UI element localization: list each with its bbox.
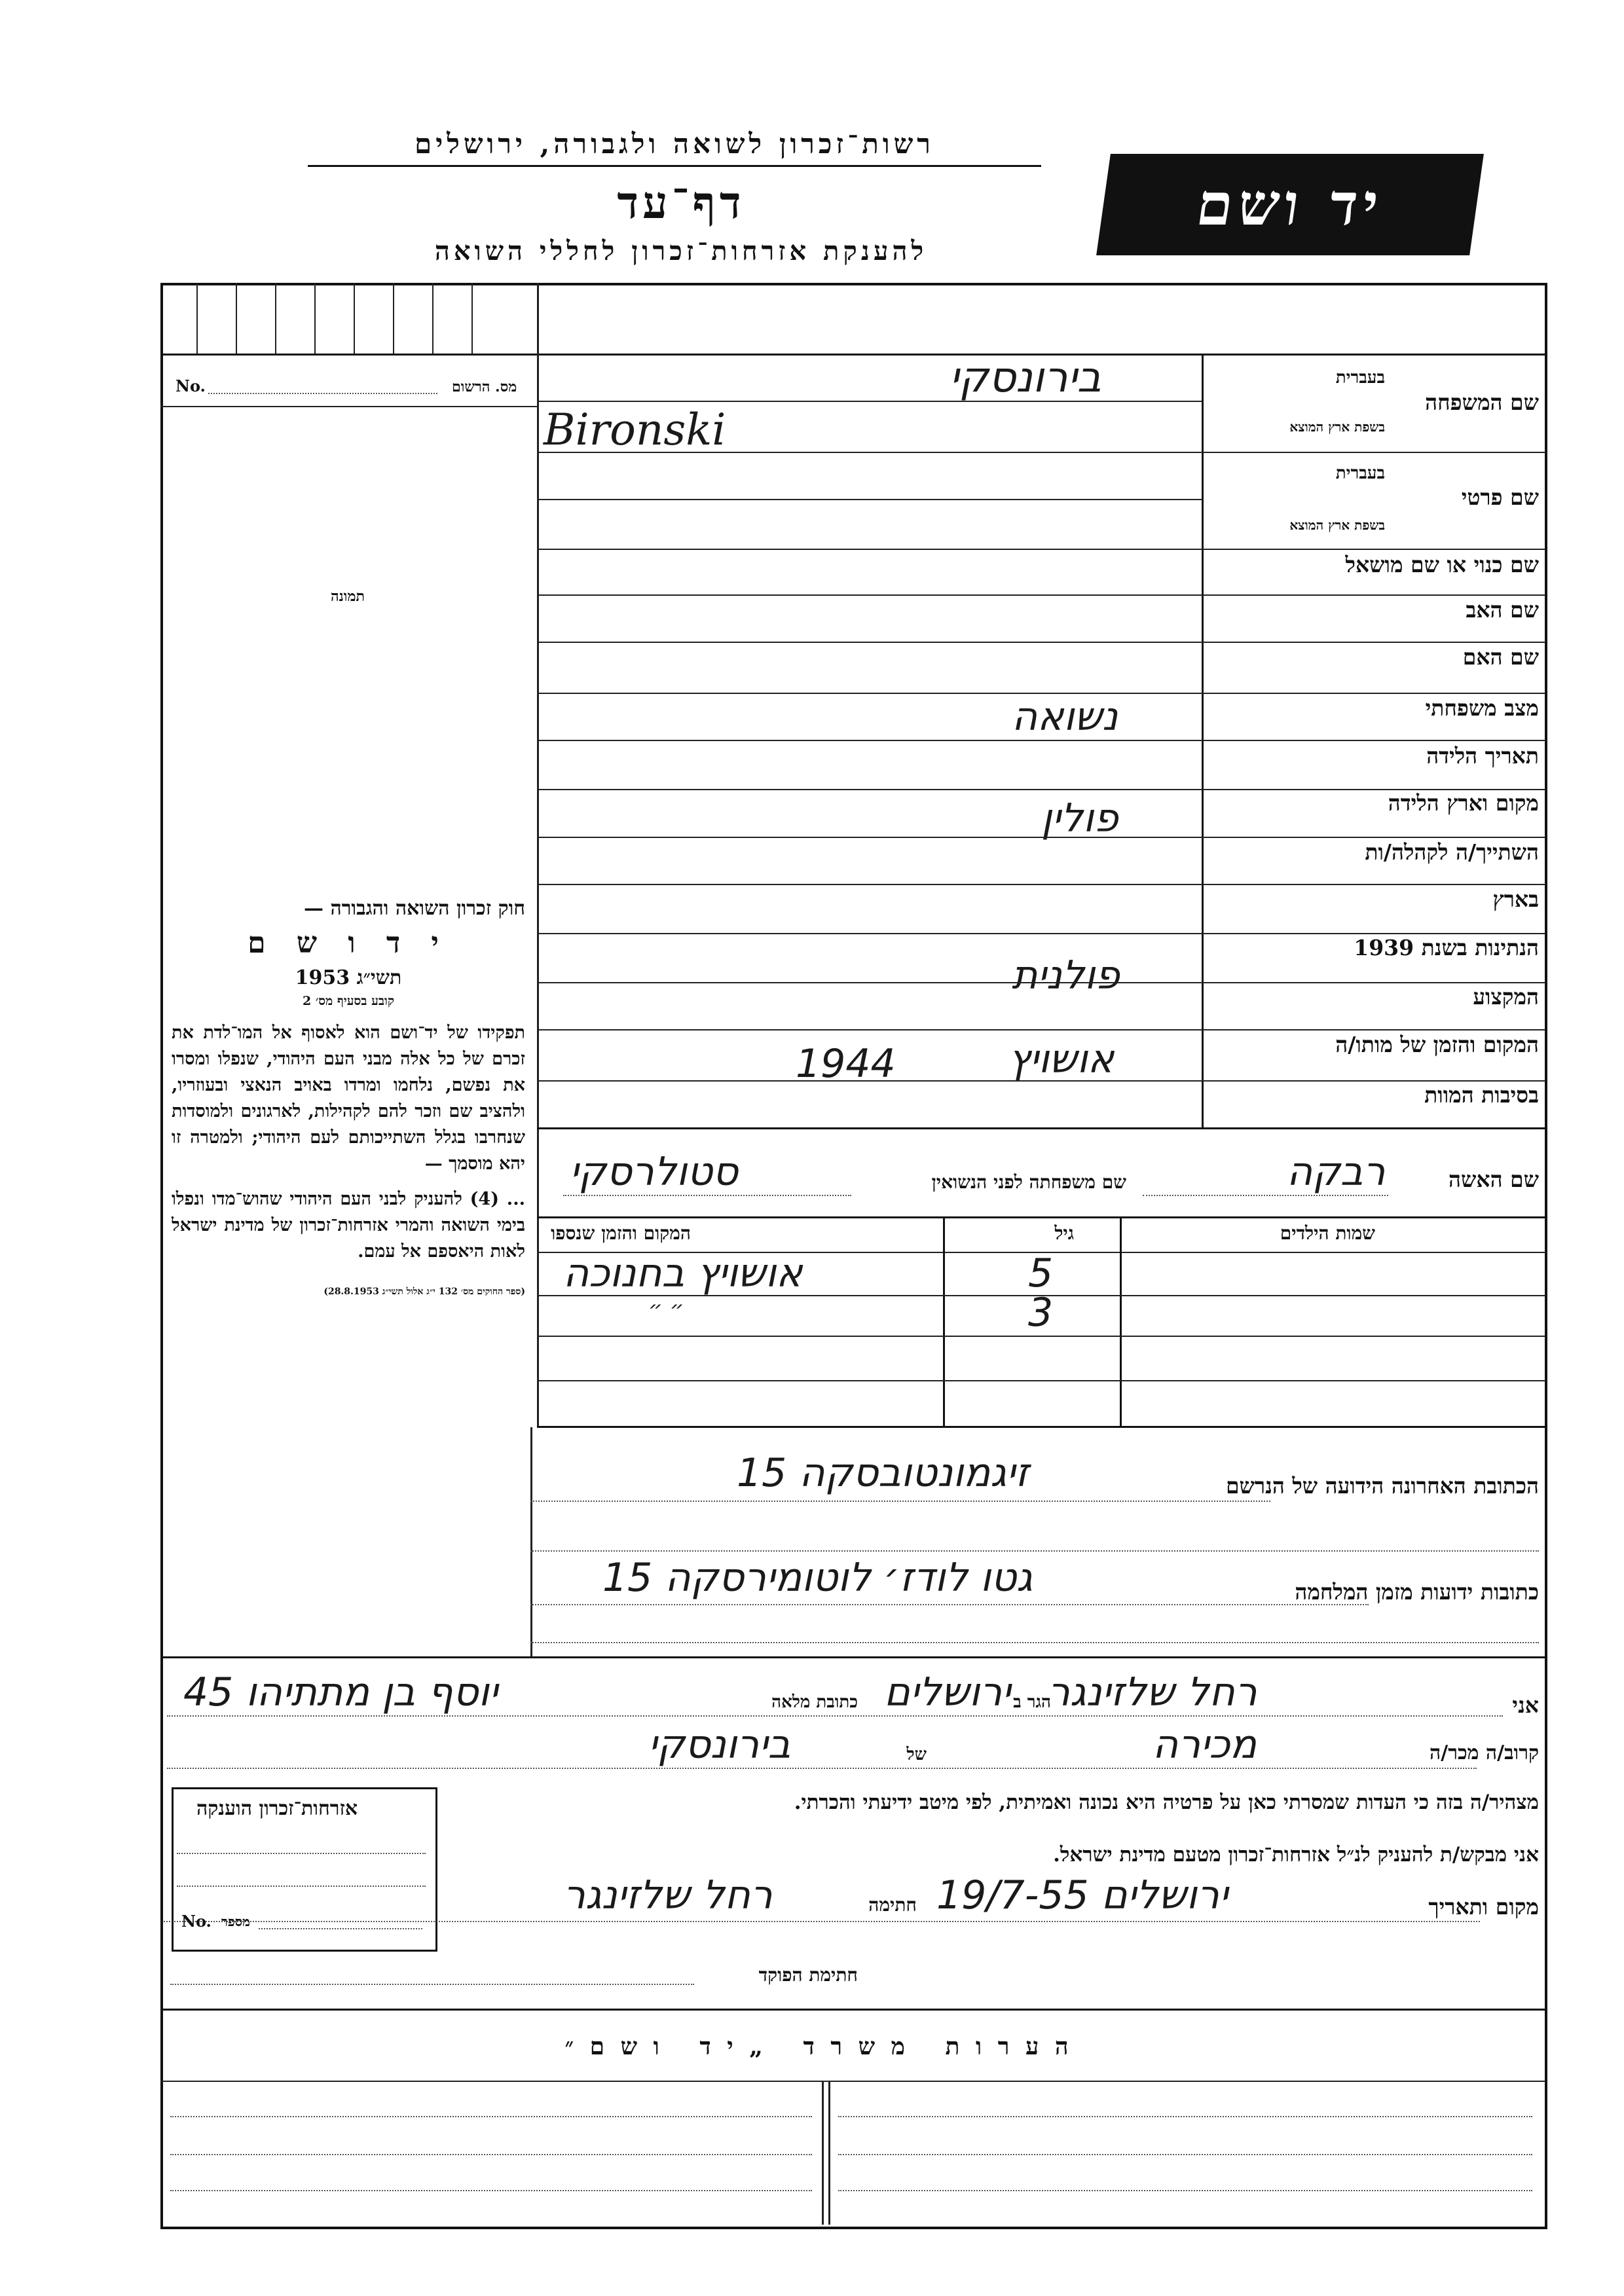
wife-value: רבקה xyxy=(1287,1149,1386,1195)
child-1-place: אושויץ בחנוכה xyxy=(563,1250,803,1296)
law-clause4: ... (4) להעניק לבני העם היהודי שהוש־מדו ונפלו בימי השואה והמרי אזרחות־זכרון של מדינת ישראל לאות היאספם אל עמם. xyxy=(172,1189,525,1262)
office-notes-title: ה ע ר ו ת מ ש ר ד „ י ד ו ש ם ״ xyxy=(564,2033,1073,2060)
surname-foreign-value: Bironski xyxy=(544,405,726,455)
death-place-value: אושויץ xyxy=(1008,1036,1115,1082)
org-name: רשות־זכרון לשואה ולגבורה, ירושלים xyxy=(415,128,934,160)
birth-place-value: פולין xyxy=(1041,795,1118,841)
death-label: המקום והזמן של מותו/ה xyxy=(1335,1032,1539,1057)
first-name-hebrew-sub: בעברית xyxy=(1335,464,1385,483)
yad-vashem-logo: יד ושם xyxy=(1096,154,1484,255)
photo-label: תמונה xyxy=(331,588,365,605)
law-name: י ד ו ש ם xyxy=(248,926,449,960)
signature-label: חתימה xyxy=(868,1894,917,1916)
law-clause: קובע בסעיף מס׳ 2 xyxy=(302,994,395,1008)
nickname-label: שם כנוי או שם מושאל xyxy=(1345,552,1539,577)
citizenship-box-number: מספר xyxy=(221,1914,250,1929)
maiden-name-value: סטולרסקי xyxy=(570,1149,739,1195)
declarant-address-label: כתובת מלאה xyxy=(771,1692,858,1712)
form-subtitle: להענקת אזרחות־זכרון לחללי השואה xyxy=(434,236,928,266)
war-address-value: גטו לודז׳ לוטומירסקה 15 xyxy=(602,1555,1033,1601)
children-names-header: שמות הילדים xyxy=(1280,1222,1375,1244)
officer-signature-label: חתימת הפוקד xyxy=(758,1964,858,1986)
citizenship-value: פולנית xyxy=(1012,953,1120,998)
registry-label: מס. הרשום xyxy=(452,378,517,395)
birth-date-label: תאריך הלידה xyxy=(1426,743,1539,769)
signature-value: רחל שלזינגר xyxy=(563,1872,773,1918)
law-title: חוק זכרון השואה והגבורה — xyxy=(304,897,525,920)
community-label: השתייך/ה לקהלה/ות xyxy=(1365,839,1539,865)
place-date-label: מקום ותאריך xyxy=(1428,1894,1539,1920)
birth-place-label: מקום וארץ הלידה xyxy=(1388,790,1539,816)
citizenship-box-title: אזרחות־זכרון הוענקה xyxy=(196,1797,358,1820)
declarant-city: ירושלים xyxy=(884,1669,1011,1715)
place-date-value: ירושלים 19/7-55 xyxy=(936,1872,1228,1918)
mother-label: שם האם xyxy=(1462,644,1539,670)
last-address-label: הכתובת האחרונה הידועה של הנרשם xyxy=(1225,1473,1539,1499)
child-2-place: ״ ״ xyxy=(648,1296,684,1322)
law-source: (ספר החוקים מס׳ 132 י״ג אלול תשי״ג 28.8.1953) xyxy=(323,1286,525,1297)
country-label: בארץ xyxy=(1492,886,1539,912)
surname-label: שם המשפחה xyxy=(1425,390,1539,415)
law-body: תפקידו של יד־ושם הוא לאסוף אל המו־לדת את זכרם של כל אלה מבני העם היהודי, שנפלו ומסרו את נפשם, נלחמו ומרדו באויב הנאצי ובעוזריו, ולהציב שם וזכר להם לקהילות, לארגונים ולמוסדות שנחרבו בגלל השתייכותם לעם היהודי; ולמטרה זו יהא מוסמך — xyxy=(172,1023,525,1174)
declarant-name: רחל שלזינגר xyxy=(1048,1669,1257,1715)
wife-label: שם האשה xyxy=(1449,1167,1539,1192)
child-2-age: 3 xyxy=(1028,1290,1054,1336)
of-label: של xyxy=(906,1745,927,1764)
first-name-foreign-sub: בשפת ארץ המוצא xyxy=(1289,517,1385,533)
surname-hebrew-sub: בעברית xyxy=(1335,368,1385,388)
declarant-lives-label: הגר ב xyxy=(1013,1692,1051,1712)
declarant-address: יוסף בן מתתיהו 45 xyxy=(183,1669,498,1715)
declare-text: מצהיר/ה בזה כי העדות שמסרתי כאן על פרטיה היא נכונה ואמיתית, לפי מיטב ידיעתי והכרתי. xyxy=(794,1791,1539,1814)
last-address-value: זיגמונטובסקה 15 xyxy=(737,1450,1029,1496)
children-age-header: גיל xyxy=(1054,1222,1074,1244)
child-1-age: 5 xyxy=(1028,1250,1054,1296)
surname-hebrew-value: בירונסקי xyxy=(950,354,1101,402)
surname-foreign-sub: בשפת ארץ המוצא xyxy=(1289,419,1385,435)
death-year-value: 1944 xyxy=(796,1041,896,1087)
war-address-label: כתובות ידועות מזמן המלחמה xyxy=(1295,1579,1539,1605)
registry-no-label: No. xyxy=(175,376,206,395)
children-place-header: המקום והזמן שנספו xyxy=(551,1222,691,1244)
law-year: תשי״ג 1953 xyxy=(295,966,402,989)
marital-label: מצב משפחתי xyxy=(1425,695,1539,721)
father-label: שם האב xyxy=(1466,597,1539,623)
profession-label: המקצוע xyxy=(1473,984,1539,1010)
citizenship-label: הנתינות בשנת 1939 xyxy=(1354,935,1539,960)
relative-label: קרוב/ה מכר/ה xyxy=(1430,1741,1539,1764)
maiden-name-label: שם משפחתה לפני הנשואין xyxy=(931,1171,1126,1193)
form-title: דף־עד xyxy=(617,177,745,229)
request-text: אני מבקש/ת להעניק לנ״ל אזרחות־זכרון מטעם מדינת ישראל. xyxy=(1053,1843,1539,1867)
marital-value: נשואה xyxy=(1012,694,1118,740)
death-circumstances-label: בסיבות המוות xyxy=(1424,1082,1539,1108)
of-value: בירונסקי xyxy=(648,1722,791,1768)
law-block xyxy=(172,896,525,1299)
declarant-i-label: אני xyxy=(1512,1692,1539,1718)
citizenship-box-no: No. xyxy=(181,1912,212,1931)
first-name-label: שם פרטי xyxy=(1461,484,1539,510)
relative-value: מכירה xyxy=(1153,1722,1257,1768)
